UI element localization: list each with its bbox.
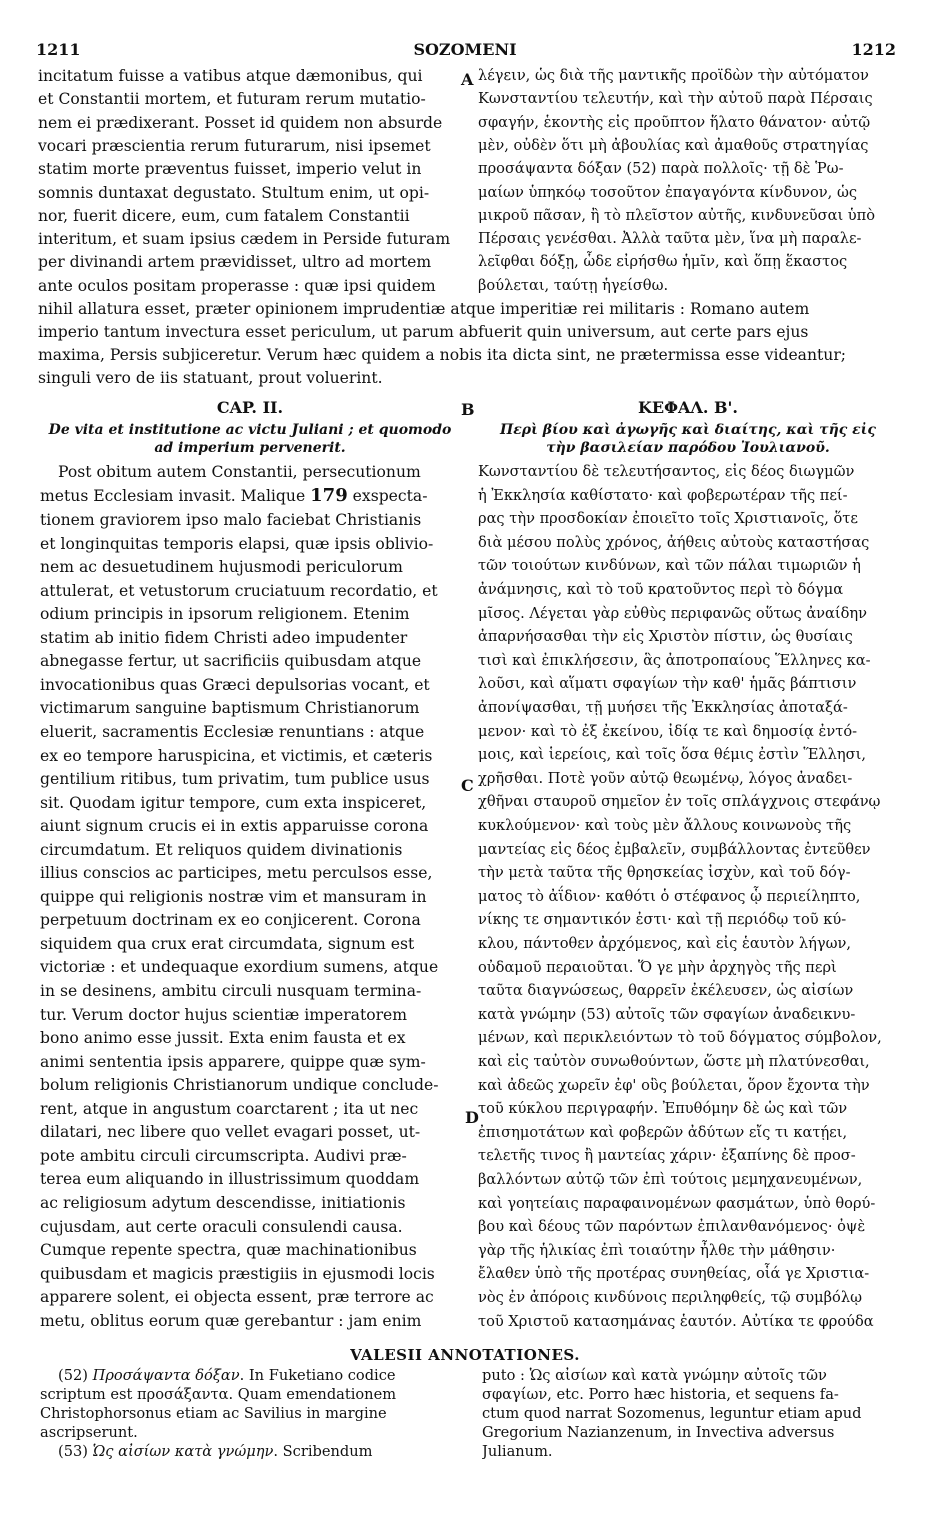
annotation-right-line: Gregorium Nazianzenum, in Invectiva adversus [482, 1424, 835, 1441]
annotation-left-line [40, 1385, 460, 1405]
annotation-right-line: ctum quod narrat Sozomenus, leguntur etiam apud [482, 1405, 862, 1422]
latin-text-line: vocari præscientia rerum futurarum, nisi ipsemet [38, 136, 431, 155]
column-number: 179 [310, 485, 348, 506]
greek-text-line: ματος τὸ ἀΐδιον· καθότι ὁ στέφανος ᾧ περιείληπτο, [478, 887, 861, 905]
greek-text-line: ἀπαρνήσασθαι τὴν εἰς Χριστὸν πίστιν, ὡς θυσίαις [478, 628, 853, 646]
latin-text-line: victimarum sanguine baptismum Christianorum [40, 699, 420, 718]
annotation-right-line: puto : Ὡς αἰσίων καὶ κατὰ γνώμην αὐτοῖς τῶν [482, 1367, 827, 1384]
annotation-left-line [40, 1423, 460, 1443]
greek-text-line: τοῦ Χριστοῦ κατασημάνας ἑαυτόν. Αὐτίκα τε φρούδα [478, 1312, 874, 1330]
greek-text-line: μαντείας εἰς δέος ἐμβαλεῖν, συμβάλλοντας ἐντεῦθεν [478, 840, 871, 858]
right-page-number: 1212 [851, 40, 896, 59]
greek-text-line: μικροῦ πᾶσαν, ἢ τὸ πλεῖστον αὐτῆς, κινδυνεῦσαι ὑπὸ [478, 206, 876, 224]
greek-text-line: βου καὶ δέους τῶν παρόντων ἐπιλανθανόμενος· ὀψὲ [478, 1218, 866, 1236]
latin-text-line: rent, atque in angustum coarctarent ; ita ut nec [40, 1099, 419, 1118]
greek-text-line: κλου, πάντοθεν ἀρχόμενος, καὶ εἰς ἑαυτὸν λήγων, [478, 935, 852, 952]
latin-chapter-subtitle-2: ad imperium pervenerit. [154, 440, 346, 456]
latin-text-line: statim ab initio fidem Christi adeo impudenter [40, 628, 408, 647]
greek-text-line: τοῦ κύκλου περιγραφήν. Ἐπυθόμην δὲ ὡς καὶ τῶν [478, 1100, 848, 1118]
latin-text-line: eluerit, sacramentis Ecclesiæ renuntians : atque [40, 722, 425, 741]
latin-body-second-line [40, 484, 460, 508]
greek-text-line: μένων, καὶ περικλειόντων τὸ τοῦ δόγματος σύμβολον, [478, 1029, 882, 1047]
greek-text-line: Πέρσαις γενέσθαι. Ἀλλὰ ταῦτα μὲν, ἵνα μὴ παραλε- [478, 230, 862, 248]
greek-text-line: νίκης τε σημαντικόν ἐστι· καὶ τῇ περιόδῳ τοῦ κύ- [478, 911, 847, 929]
greek-text-line: ἐπισημοτάτων καὶ φοβερῶν ἀδύτων εἴς τι κατῄει, [478, 1123, 848, 1141]
latin-text-line: Cumque repente spectra, quæ machinationibus [40, 1241, 417, 1260]
greek-text-line: ταῦτα διαγνώσεως, θαρρεῖν ἐκέλευσεν, ὡς αἰσίων [478, 982, 854, 1000]
latin-text-line: sit. Quodam igitur tempore, cum exta inspiceret, [40, 793, 427, 812]
margin-letter-a: A [461, 70, 474, 89]
annotation-text: . In Fuketiano codice [239, 1367, 396, 1384]
latin-text-line: pote ambitu circuli circumscripta. Audivi præ- [40, 1146, 407, 1165]
greek-text-line: τῶν τοιούτων κινδύνων, καὶ τῶν πάλαι τιμωριῶν ἡ [478, 557, 861, 575]
latin-chapter-heading: CAP. II. [216, 398, 284, 417]
greek-text-line: μενον· καὶ τὸ ἐξ ἐκείνου, ἰδίᾳ τε καὶ δημοσίᾳ ἐντό- [478, 722, 858, 740]
greek-text-line: σφαγήν, ἑκοντὴς εἰς πρoῦπτον ἥλατο θάνατον· αὐτῷ [478, 113, 871, 131]
greek-text-line: κατὰ γνώμην (53) αὐτοῖς τῶν σφαγίων ἀναδεικνυ- [478, 1005, 856, 1023]
annotation-lemma: Προσάψαντα δόξαν [92, 1367, 240, 1384]
margin-letter-b: B [461, 400, 475, 419]
latin-text-segment: metus Ecclesiam invasit. Malique [40, 487, 311, 505]
greek-text-line: βούλεται, ταύτῃ ἡγείσθω. [478, 276, 669, 294]
latin-body-first-line: Post obitum autem Constantii, persecutionum [58, 463, 421, 481]
greek-text-line: ρας τὴν προσδοκίαν ἐποιεῖτο τοῖς Χριστιανοῖς, ὅτε [478, 510, 858, 528]
greek-text-line: μῖσος. Λέγεται γὰρ εὐθὺς περιφανῶς οὕτως ἀναίδην [478, 604, 868, 622]
latin-text-segment: exspecta- [347, 487, 428, 505]
latin-text-line: attulerat, et vetustorum cruciatuum recordatio, et [40, 581, 438, 600]
latin-text-line: quippe qui religionis nostræ vim et mansuram in [40, 887, 427, 906]
annotation-text: scriptum est προσάξαντα. Quam emendationem [40, 1386, 397, 1403]
greek-text-line: ἀπονίψασθαι, τῇ μυήσει τῆς Ἐκκλησίας ἀποταξά- [478, 699, 848, 716]
greek-chapter-subtitle-2: τὴν βασιλείαν παρόδου Ἰουλιανοῦ. [546, 440, 830, 456]
annotation-right-line: σφαγίων, etc. Porro hæc historia, et sequens fa- [482, 1386, 839, 1403]
greek-text-line: τὴν μετὰ ταῦτα τῆς θρησκείας ἰσχὺν, καὶ τοῦ δόγ- [478, 864, 851, 882]
latin-text-line: nor, fuerit dicere, eum, cum fatalem Constantii [38, 206, 410, 225]
greek-text-line: καὶ γοητείαις παραφαινομένων φασμάτων, ὑπὸ θορύ- [478, 1194, 876, 1212]
greek-text-line: Κωνσταντίου δὲ τελευτήσαντος, εἰς δέος διωγμῶν [478, 463, 855, 480]
latin-text-line: perpetuum doctrinam ex eo conjicerent. Corona [40, 911, 421, 930]
greek-text-line: κυκλούμενον· καὶ τοὺς μὲν ἄλλους κοινωνοὺς τῆς [478, 817, 852, 834]
latin-text-line: animi sententia ipsis apparere, quippe quæ sym- [40, 1052, 426, 1071]
greek-text-line: γὰρ τῆς ἡλικίας ἐπὶ τοιαύτην ἦλθε τὴν μάθησιν· [478, 1241, 836, 1259]
latin-text-line: dilatari, nec libere quo vellet evagari posset, ut- [40, 1123, 421, 1142]
latin-text-line: bolum religionis Christianorum undique conclude- [40, 1076, 439, 1095]
latin-text-line: incitatum fuisse a vatibus atque dæmonibus, qui [38, 67, 423, 85]
annotation-text: ascripserunt. [40, 1424, 138, 1441]
annotation-lemma: Ὡς αἰσίων κατὰ γνώμην [92, 1443, 274, 1460]
full-width-text-line: nihil allatura esset, præter opinionem imprudentiæ atque imperitiæ rei militaris : Romano autem [38, 300, 810, 318]
greek-text-line: ἡ Ἐκκλησία καθίστατο· καὶ φοβερωτέραν τῆς πεί- [478, 486, 848, 504]
latin-text-line: aiunt signum crucis ei in extis apparuisse corona [40, 817, 429, 836]
latin-text-line: gentilium ritibus, tum privatim, tum publice usus [40, 770, 430, 789]
greek-text-line: μοις, καὶ ἱερείοις, καὶ τοῖς ὅσα θέμις ἐστὶν Ἕλλησι, [478, 746, 866, 764]
greek-text-line: ἔλαθεν ὑπὸ τῆς προτέρας συνηθείας, οἷά γε Χριστια- [478, 1265, 870, 1283]
latin-text-line: nem ac desuetudinem hujusmodi periculorum [40, 558, 403, 577]
latin-text-line: quibusdam et magicis præstigiis in ejusmodi locis [40, 1264, 435, 1283]
latin-text-line: somnis duntaxat degustato. Stultum enim, ut opi- [38, 183, 430, 202]
full-width-text-line: imperio tantum invectura esset periculum, ut parum abfuerit quin universum, aut certe pars ejus [38, 323, 809, 341]
latin-text-line: tionem graviorem ipso malo faciebat Christianis [40, 511, 422, 529]
greek-text-line: λέγειν, ὡς διὰ τῆς μαντικῆς προϊδὼν τὴν αὐτόματον [478, 67, 869, 84]
annotation-text: (52) [58, 1367, 93, 1384]
annotation-left-line [58, 1366, 478, 1386]
latin-text-line: tur. Verum doctor hujus scientiæ imperatorem [40, 1005, 408, 1024]
latin-text-line: siquidem qua crux erat circumdata, signum est [40, 934, 415, 953]
greek-text-line: καὶ εἰς ταὐτὸν συνωθούντων, ὥστε μὴ πλατύνεσθαι, [478, 1053, 870, 1070]
annotation-text: Christophorsonus etiam ac Savilius in margine [40, 1405, 387, 1422]
latin-text-line: et longinquitas temporis elapsi, quæ ipsis oblivio- [40, 534, 434, 553]
latin-text-line: statim morte præventus fuisset, imperio velut in [38, 160, 422, 179]
full-width-text-line: singuli vero de iis statuant, prout voluerint. [38, 369, 383, 387]
greek-text-line: ἀνάμνησις, καὶ τὸ τοῦ κρατοῦντος περὶ τὸ δόγμα [478, 581, 844, 598]
latin-text-line: metu, oblitus eorum quæ gerebantur : jam enim [40, 1311, 422, 1330]
running-title: SOZOMENI [413, 40, 517, 59]
latin-text-line: invocationibus quas Græci depulsorias vocant, et [40, 675, 430, 694]
latin-text-line: terea eum aliquando in illustrissimum quoddam [40, 1170, 420, 1189]
greek-text-line: χρῆσθαι. Ποτὲ γοῦν αὐτῷ θεωμένῳ, λόγος ἀναδει- [478, 769, 853, 787]
greek-text-line: μαίων ὑπηκόῳ τοσοῦτον ἐπαγαγόντα κίνδυνον, ὡς [478, 183, 858, 201]
greek-text-line: χθῆναι σταυροῦ σημεῖον ἐν τοῖς σπλάγχνοις στεφάνῳ [478, 793, 881, 811]
greek-text-line: τελετῆς τινος ἢ μαντείας χάριν· ἐξαπίνης δὲ προσ- [478, 1147, 856, 1165]
annotation-left-line [40, 1404, 460, 1424]
greek-text-line: λοῦσι, καὶ αἵματι σφαγίων τὴν καθ' ἡμᾶς βάπτισιν [478, 675, 857, 693]
greek-text-line: προσάψαντα δόξαν (52) παρὰ πολλοῖς· τῇ δὲ Ῥω- [478, 160, 844, 178]
latin-text-line: abnegasse fertur, ut sacrificiis quibusdam atque [40, 652, 422, 671]
greek-text-line: μὲν, οὐδὲν ὅτι μὴ ἀβουλίας καὶ ἀμαθοῦς στρατηγίας [478, 136, 869, 154]
latin-text-line: circumdatum. Et reliquos quidem divinationis [40, 840, 403, 859]
latin-text-line: cujusdam, aut certe oraculi consulendi causa. [40, 1217, 403, 1236]
margin-letter-c: C [461, 776, 474, 795]
latin-text-line: ex eo tempore haruspicina, et victimis, et cæteris [40, 746, 433, 765]
greek-chapter-subtitle-1: Περὶ βίου καὶ ἀγωγῆς καὶ διαίτης, καὶ τῆς εἰς [500, 422, 876, 438]
greek-text-line: βαλλόντων αὐτῷ τῶν ἐπὶ τούτοις μεμηχανευμένων, [478, 1171, 863, 1188]
latin-text-line: et Constantii mortem, et futuram rerum mutatio- [38, 90, 426, 109]
annotation-text: . Scribendum [273, 1443, 373, 1460]
annotations-title: VALESII ANNOTATIONES. [350, 1346, 580, 1364]
greek-text-line: διὰ μέσου πολὺς χρόνος, ἀήθεις αὐτοὺς καταστήσας [478, 533, 870, 551]
margin-letter-d: D [465, 1108, 479, 1127]
latin-text-line: apparere solent, ei objecta essent, præ terrore ac [40, 1288, 434, 1307]
latin-text-line: odium principis in ipsorum religionem. Etenim [40, 605, 410, 624]
latin-text-line: ante oculos positam properasse : quæ ipsi quidem [38, 276, 436, 295]
full-width-text-line: maxima, Persis subjiceretur. Verum hæc quidem a nobis ita dicta sint, ne prætermissa esse videantur; [38, 346, 847, 364]
latin-text-line: interitum, et suam ipsius cædem in Perside futuram [38, 230, 451, 249]
greek-text-line: καὶ ἀδεῶς χωρεῖν ἐφ' οὓς βούλεται, ὅρον ἔχοντα τὴν [478, 1076, 870, 1094]
annotation-text: (53) [58, 1443, 93, 1460]
latin-chapter-subtitle-1: De vita et institutione ac victu Juliani ; et quomodo [48, 422, 452, 438]
greek-text-line: οὐδαμοῦ περαιοῦται. Ὅ γε μὴν ἀρχηγὸς τῆς περὶ [478, 958, 837, 976]
left-page-number: 1211 [36, 40, 81, 59]
latin-text-line: illius conscios ac participes, metu perculsos esse, [40, 864, 433, 883]
greek-text-line: νὸς ἐν ἀπόροις κινδύνοις περιληφθείς, τῷ συμβόλῳ [478, 1289, 862, 1306]
greek-text-line: Κωνσταντίου τελευτήν, καὶ τὴν αὐτοῦ παρὰ Πέρσαις [478, 90, 873, 108]
latin-text-line: nem ei prædixerant. Posset id quidem non absurde [38, 113, 443, 132]
latin-text-line: in se desinens, ambitu circuli nusquam termina- [40, 982, 422, 1000]
annotation-left-line [58, 1442, 478, 1462]
latin-text-line: bono animo esse jussit. Exta enim fausta et ex [40, 1029, 406, 1048]
greek-chapter-heading: ΚΕΦΑΛ. Β'. [638, 398, 738, 417]
annotation-right-line: Julianum. [482, 1443, 553, 1460]
latin-text-line: ac religiosum adytum descendisse, initiationis [40, 1193, 406, 1212]
latin-text-line: per divinandi artem prævidisset, ultro ad mortem [38, 253, 432, 272]
greek-text-line: λεῖφθαι δόξῃ, ὧδε εἰρήσθω ἡμῖν, καὶ ὅπῃ ἕκαστος [478, 253, 848, 271]
latin-text-line: victoriæ : et undequaque exordium sumens, atque [40, 958, 439, 977]
greek-text-line: τισὶ καὶ ἐπικλήσεσιν, ἃς ἀποτροπαίους Ἕλληνες κα- [478, 651, 871, 669]
